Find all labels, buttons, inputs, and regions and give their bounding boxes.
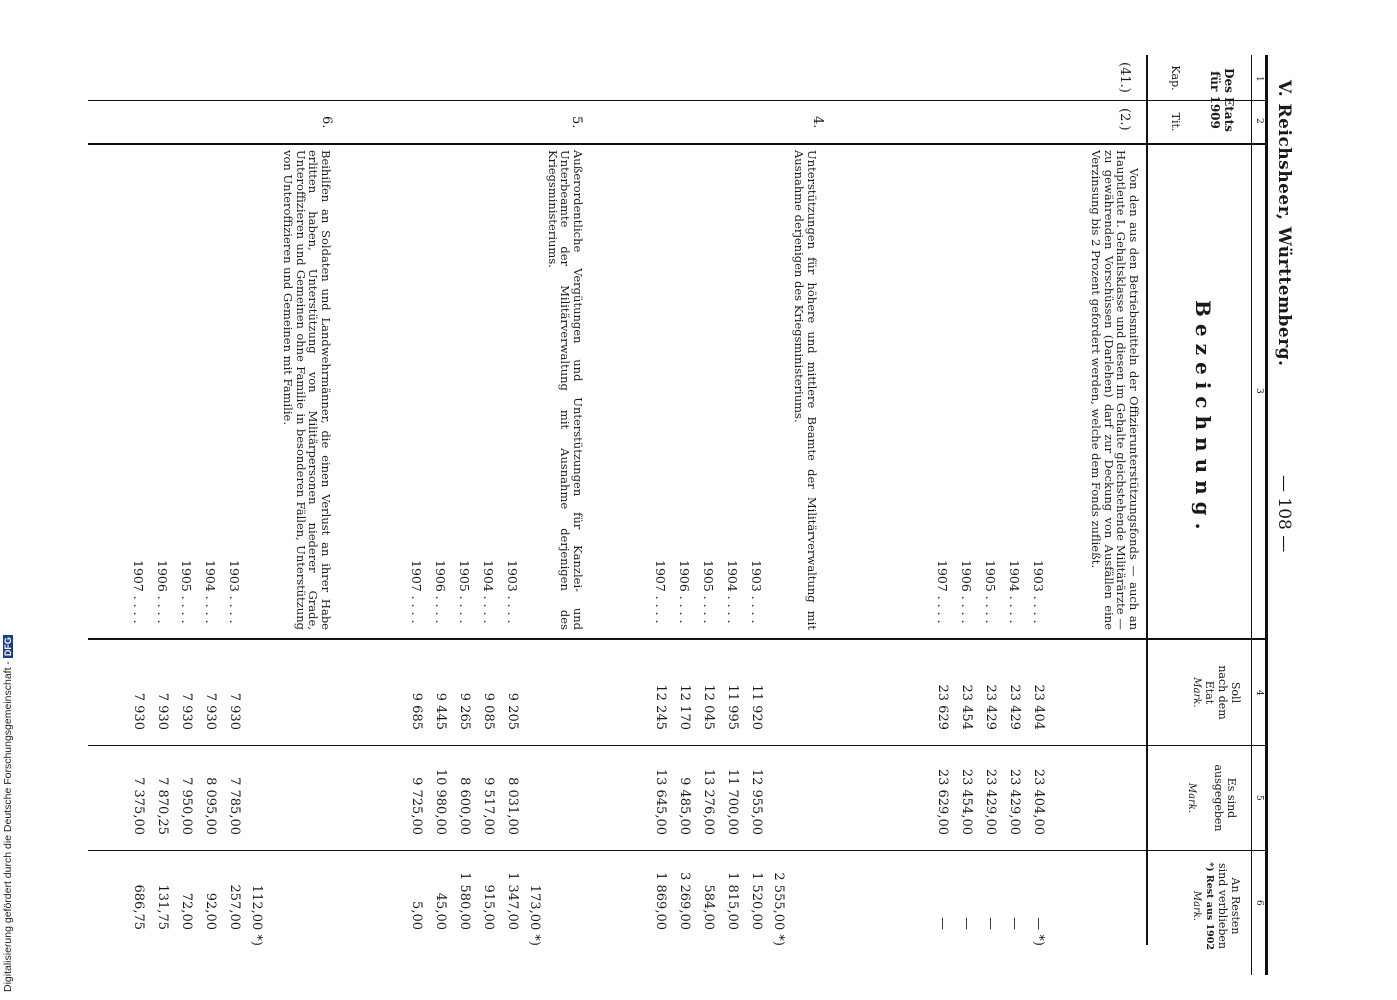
- table-row-ausgegeben: 23 429,00: [1007, 768, 1022, 835]
- table-row-rest: 257,00: [227, 884, 242, 930]
- table-row-rest: 1 869,00: [653, 872, 668, 930]
- table-row-soll: 23 404: [1031, 684, 1046, 730]
- table-row-rest: 584,00: [701, 884, 716, 930]
- table-row-soll: 12 245: [653, 684, 668, 730]
- table-row-ausgegeben: 8 031,00: [505, 777, 520, 835]
- table-row-year: 1904 . . . .: [725, 560, 740, 624]
- table-row-year: 1906 . . . .: [433, 560, 448, 624]
- table-row-ausgegeben: 23 454,00: [959, 768, 974, 835]
- table-row-year: 1907 . . . .: [653, 560, 668, 624]
- table-row-soll: 23 629: [935, 684, 950, 730]
- table-row-year: 1906 . . . .: [959, 560, 974, 624]
- table-row-soll: 9 685: [409, 692, 424, 730]
- section-2-description: Unterstützungen für höhere und mittlere Beamte der Militärverwaltung mit Ausnahme derjenigen des Kriegsministeriums.: [792, 150, 819, 630]
- table-row-soll: 7 930: [155, 692, 170, 730]
- table-row-ausgegeben: 11 700,00: [725, 768, 740, 835]
- section-4-description: Beihilfen an Soldaten und Landwehrmänner, die einen Verlust an ihrer Habe erlitten haben, Unterstützung von Militärpersonen niederer Grade, Unteroffizieren und Gemeinen ohne Familie in besonderen Fällen, Unterstützung von Unteroffizieren und Gemeinen mit Familie.: [281, 150, 333, 630]
- section-1-kap: (41.): [1117, 62, 1132, 93]
- table-row-ausgegeben: 13 645,00: [653, 768, 668, 835]
- section-1-tit: (2.): [1117, 108, 1132, 131]
- col-number-6: 6: [1254, 900, 1264, 906]
- table-row-soll: 23 429: [983, 684, 998, 730]
- table-row-rest: —: [959, 917, 974, 930]
- col-number-1: 1: [1254, 76, 1264, 82]
- table-row-rest: —: [1007, 917, 1022, 930]
- dfg-logo: DFG: [3, 637, 13, 657]
- table-row-year: 1904 . . . .: [203, 560, 218, 624]
- table-row-rest: —: [983, 917, 998, 930]
- table-row-ausgegeben: 7 375,00: [131, 777, 146, 835]
- section-4-tit: 6.: [319, 116, 334, 129]
- col2-separator: [88, 143, 1268, 145]
- col4-header: Soll nach dem Etat Mark.: [1191, 665, 1242, 720]
- table-row-year: 1906 . . . .: [155, 560, 170, 624]
- col-number-3: 3: [1254, 388, 1264, 394]
- table-row-rest: 686,75: [131, 884, 146, 930]
- table-row-ausgegeben: 9 517,00: [481, 777, 496, 835]
- col1-separator: [88, 100, 1268, 101]
- document-page: [90, 0, 1300, 1000]
- table-row-ausgegeben: 9 485,00: [677, 777, 692, 835]
- table-row-ausgegeben: 12 955,00: [749, 768, 764, 835]
- section-1-description: Von den aus den Betriebsmitteln der Offizierunterstützungsfonds — auch an Hauptleute I. Gehaltsklasse und diesen im Gehalte gleichstehende Militärärzte — zu gewährenden Vorschüssen (Darlehen) darf zur Deckung von Ausfällen eine Verzinsung bis 2 Prozent gefordert werden, welche dem Fonds zufließt.: [1089, 150, 1141, 630]
- col5-separator: [88, 850, 1268, 851]
- table-row-soll: 7 930: [203, 692, 218, 730]
- table-row-soll: 7 930: [227, 692, 242, 730]
- col4-separator: [88, 745, 1268, 746]
- table-row-soll: 9 265: [457, 692, 472, 730]
- table-row-year: 1903 . . . .: [1031, 560, 1046, 624]
- table-row-soll: 23 429: [1007, 684, 1022, 730]
- table-row-soll: 11 920: [749, 684, 764, 730]
- table-row-soll: 12 170: [677, 684, 692, 730]
- table-row-ausgegeben: 13 276,00: [701, 768, 716, 835]
- table-row-year: 1907 . . . .: [409, 560, 424, 624]
- table-row-rest: 1 580,00: [457, 872, 472, 930]
- table-row-ausgegeben: 7 785,00: [227, 777, 242, 835]
- table-row-rest: —: [935, 917, 950, 930]
- table-row-year: 1903 . . . .: [227, 560, 242, 624]
- table-row-ausgegeben: 23 429,00: [983, 768, 998, 835]
- col1-header: Des Etats für 1909: [1208, 68, 1236, 132]
- table-row-year: 1907 . . . .: [935, 560, 950, 624]
- col2-tit-header: Tit.: [1169, 112, 1182, 132]
- table-row-rest: 1 520,00: [749, 872, 764, 930]
- table-row-rest: — *): [1031, 917, 1046, 946]
- col6-header: An Resten sind verblieben *) Rest aus 1902 Mark.: [1191, 862, 1242, 950]
- digitization-note-text: Digitalisierung gefördert durch die Deutsche Forschungsgemeinschaft -DFG: [2, 637, 14, 992]
- col5-header: Es sind ausgegeben Mark.: [1186, 764, 1238, 832]
- table-row-year: 1905 . . . .: [701, 560, 716, 624]
- table-row-soll: 7 930: [179, 692, 194, 730]
- table-row-rest: 5,00: [409, 901, 424, 930]
- table-row-year: 1905 . . . .: [983, 560, 998, 624]
- table-row-rest: 3 269,00: [677, 872, 692, 930]
- table-row-ausgegeben: 7 950,00: [179, 777, 194, 835]
- table-row-ausgegeben: 9 725,00: [409, 777, 424, 835]
- col-number-4: 4: [1254, 690, 1264, 696]
- table-row-rest: 72,00: [179, 892, 194, 930]
- table-row-year: 1907 . . . .: [131, 560, 146, 624]
- section-2-tit: 4.: [810, 116, 825, 129]
- table-row-soll: 23 454: [959, 684, 974, 730]
- table-row-rest: 1 347,00: [505, 872, 520, 930]
- table-row-rest: 131,75: [155, 884, 170, 930]
- table-top-rule: [1265, 55, 1268, 975]
- table-row-rest: 45,00: [433, 892, 448, 930]
- section-3-description: Außerordentliche Vergütungen und Unterstützungen für Kanzlei- und Unterbeamte der Militärverwaltung mit Ausnahme derjenigen des Kriegsministeriums.: [546, 150, 585, 630]
- column-number-rule: [1251, 55, 1252, 975]
- table-row-year: 1903 . . . .: [749, 560, 764, 624]
- table-row-ausgegeben: 23 629,00: [935, 768, 950, 835]
- col3-header: Bezeichnung.: [1191, 300, 1215, 537]
- header-bottom-rule: [1146, 55, 1148, 945]
- col3-separator: [88, 638, 1268, 640]
- table-row-rest: 112,00 *): [249, 884, 264, 946]
- table-row-rest: 173,00 *): [527, 884, 542, 946]
- table-row-soll: 7 930: [131, 692, 146, 730]
- table-row-year: 1903 . . . .: [505, 560, 520, 624]
- table-row-year: 1904 . . . .: [481, 560, 496, 624]
- table-row-rest: 1 815,00: [725, 872, 740, 930]
- table-row-ausgegeben: 8 600,00: [457, 777, 472, 835]
- table-row-year: 1905 . . . .: [457, 560, 472, 624]
- table-row-rest: 92,00: [203, 892, 218, 930]
- col-number-5: 5: [1254, 795, 1264, 801]
- table-row-ausgegeben: 23 404,00: [1031, 768, 1046, 835]
- table-row-soll: 9 085: [481, 692, 496, 730]
- table-row-soll: 12 045: [701, 684, 716, 730]
- page-number: — 108 —: [1274, 475, 1294, 553]
- table-row-soll: 9 205: [505, 692, 520, 730]
- col1-kap-header: Kap.: [1169, 65, 1182, 91]
- table-row-soll: 11 995: [725, 684, 740, 730]
- table-row-soll: 9 445: [433, 692, 448, 730]
- page-title: V. Reichsheer, Württemberg.: [1274, 80, 1294, 367]
- table-row-ausgegeben: 10 980,00: [433, 768, 448, 835]
- table-row-year: 1906 . . . .: [677, 560, 692, 624]
- table-row-year: 1905 . . . .: [179, 560, 194, 624]
- table-row-ausgegeben: 8 095,00: [203, 777, 218, 835]
- section-3-tit: 5.: [569, 116, 584, 129]
- table-row-ausgegeben: 7 870,25: [155, 777, 170, 835]
- table-row-rest: 915,00: [481, 884, 496, 930]
- col-number-2: 2: [1254, 118, 1264, 124]
- table-row-rest: 2 555,00 *): [771, 872, 786, 946]
- table-row-year: 1904 . . . .: [1007, 560, 1022, 624]
- digitization-note: [0, 0, 16, 1000]
